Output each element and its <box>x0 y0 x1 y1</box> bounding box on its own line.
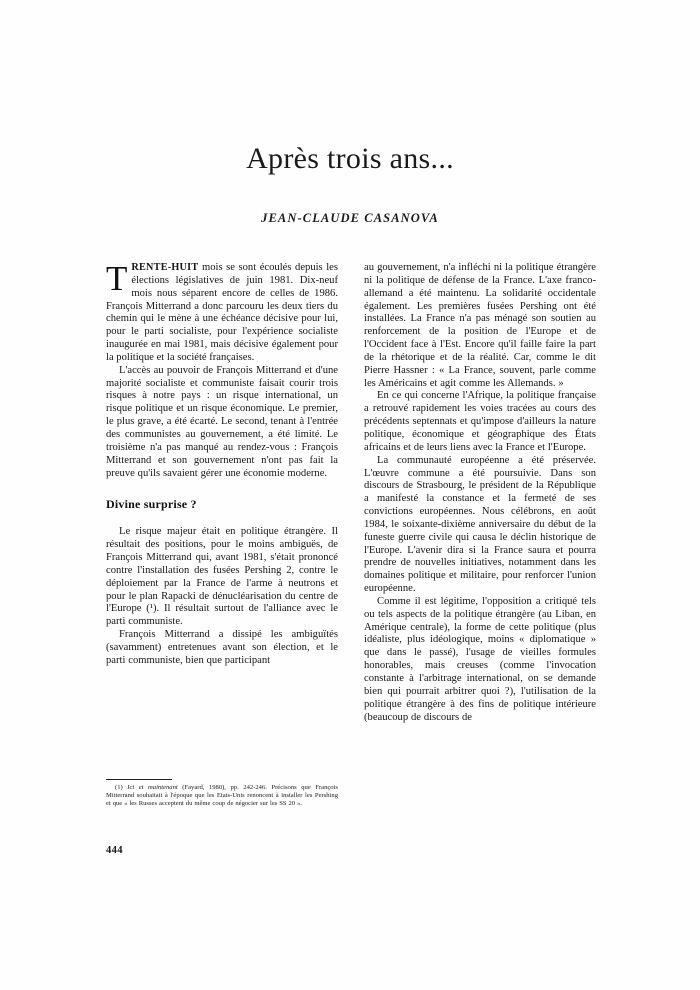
right-column <box>364 262 596 724</box>
footnote-block <box>106 779 338 809</box>
footnote-text: (Fayard, 1980), pp. 242-246. Précisons que François Mitterrand souhaitait à l'époque que les Etats-Unis renoncent à installer les Pershing et que « les Russes acceptent du même coup de négocier sur les SS 20 ». <box>106 784 338 808</box>
paragraph-left-4: François Mitterrand a dissipé les ambiguïtés (savamment) entretenues avant son élection, et le parti communiste, bien que participant <box>106 629 338 666</box>
paragraph-right-1: au gouvernement, n'a infléchi ni la politique étrangère ni la politique de défense de la France. L'axe franco-allemand a été maintenu. La solidarité occidentale également. Les premières fusées Pershing ont été installées. La France n'a pas ménagé son soutien au renforcement de la position de l'Europe et de l'Occident face à l'Est. Encore qu'il faille faire la part de la rhétorique et de la réalité. Car, comme le dit Pierre Hassner : « La France, souvent, parle comme les Américains et agit comme les Allemands. » <box>364 262 596 389</box>
paragraph-right-4: Comme il est légitime, l'opposition a critiqué tels ou tels aspects de la politique étrangère (au Liban, en Amérique centrale), la forme de cette politique (plus idéaliste, plus idéologique, moins « diplomatique » que dans le passé), l'usage de vieilles formules honorables, mais creuses (comme l'invocation constante à l'arbitrage international, on se demande bien qui pourrait arbitrer quoi ?), l'utilisation de la politique étrangère à des fins de politique intérieure (beaucoup de discours de <box>364 595 596 723</box>
left-column <box>106 259 338 668</box>
title-block <box>0 142 700 226</box>
opening-smallcaps: RENTE-HUIT <box>131 262 199 273</box>
footnote-cited-title: Ici et maintenant <box>127 784 178 791</box>
page-number: 444 <box>106 845 123 856</box>
paragraph-left-3: Le risque majeur était en politique étrangère. Il résultait des positions, pour le moins ambiguës, de François Mitterrand qui, avant 1981, s'était prononcé contre l'installation des fusées Pershing 2, contre le déploiement par la France de l'arme à neutrons et pour le plan Rapacki de dénucléarisation du centre de l'Europe (¹). Il résultait surtout de l'alliance avec le parti communiste. <box>106 526 338 628</box>
paragraph-opening <box>106 259 338 365</box>
drop-cap-letter: T <box>106 259 128 298</box>
footnote-marker: (1) <box>115 784 123 791</box>
page-title: Après trois ans... <box>246 142 454 175</box>
paragraph-left-2: L'accès au pouvoir de François Mitterrand et d'une majorité socialiste et communiste faisait courir trois risques à notre pays : un risque international, un risque politique et un risque économique. Le premier, le plus grave, a été écarté. Le second, tenant à l'entrée des communistes au gouvernement, a été limité. Le troisième n'a pas manqué au rendez-vous : François Mitterrand et son gouvernement n'ont pas fait la preuve qu'ils savaient gérer une économie moderne. <box>106 364 338 479</box>
footnote-separator-rule <box>106 779 172 780</box>
paragraph-opening-text: mois se sont écoulés depuis les élections législatives de juin 1981. Dix-neuf mois nous séparent encore de celles de 1986. François Mitterrand a donc parcouru les deux tiers du chemin qui le mène à une échéance décisive pour lui, pour le parti socialiste, pour l'expérience socialiste inaugurée en mai 1981, mais décisive également pour la politique et la société françaises. <box>106 262 338 363</box>
footnote-1 <box>106 784 338 809</box>
author-byline: JEAN-CLAUDE CASANOVA <box>261 211 439 225</box>
paragraph-right-3: La communauté européenne a été préservée. L'œuvre commune a été poursuivie. Dans son discours de Strasbourg, le président de la République a manifesté la constance et la fermeté de ses convictions européennes. Nous célébrons, en août 1984, le soixante-dixième anniversaire du début de la funeste guerre civile qui causa le déclin historique de l'Europe. L'avenir dira si la France saura et pourra prendre de nouvelles initiatives, notamment dans les domaines politique et militaire, pour renforcer l'union européenne. <box>364 454 596 595</box>
body-columns <box>106 259 596 822</box>
section-heading-divine-surprise: Divine surprise ? <box>106 497 197 512</box>
paragraph-right-2: En ce qui concerne l'Afrique, la politique française a retrouvé rapidement les voies tracées au cours des précédents septennats et qu'impose d'ailleurs la nature politique, économique et géographique des États africains et de leurs liens avec la France et l'Europe. <box>364 390 596 453</box>
